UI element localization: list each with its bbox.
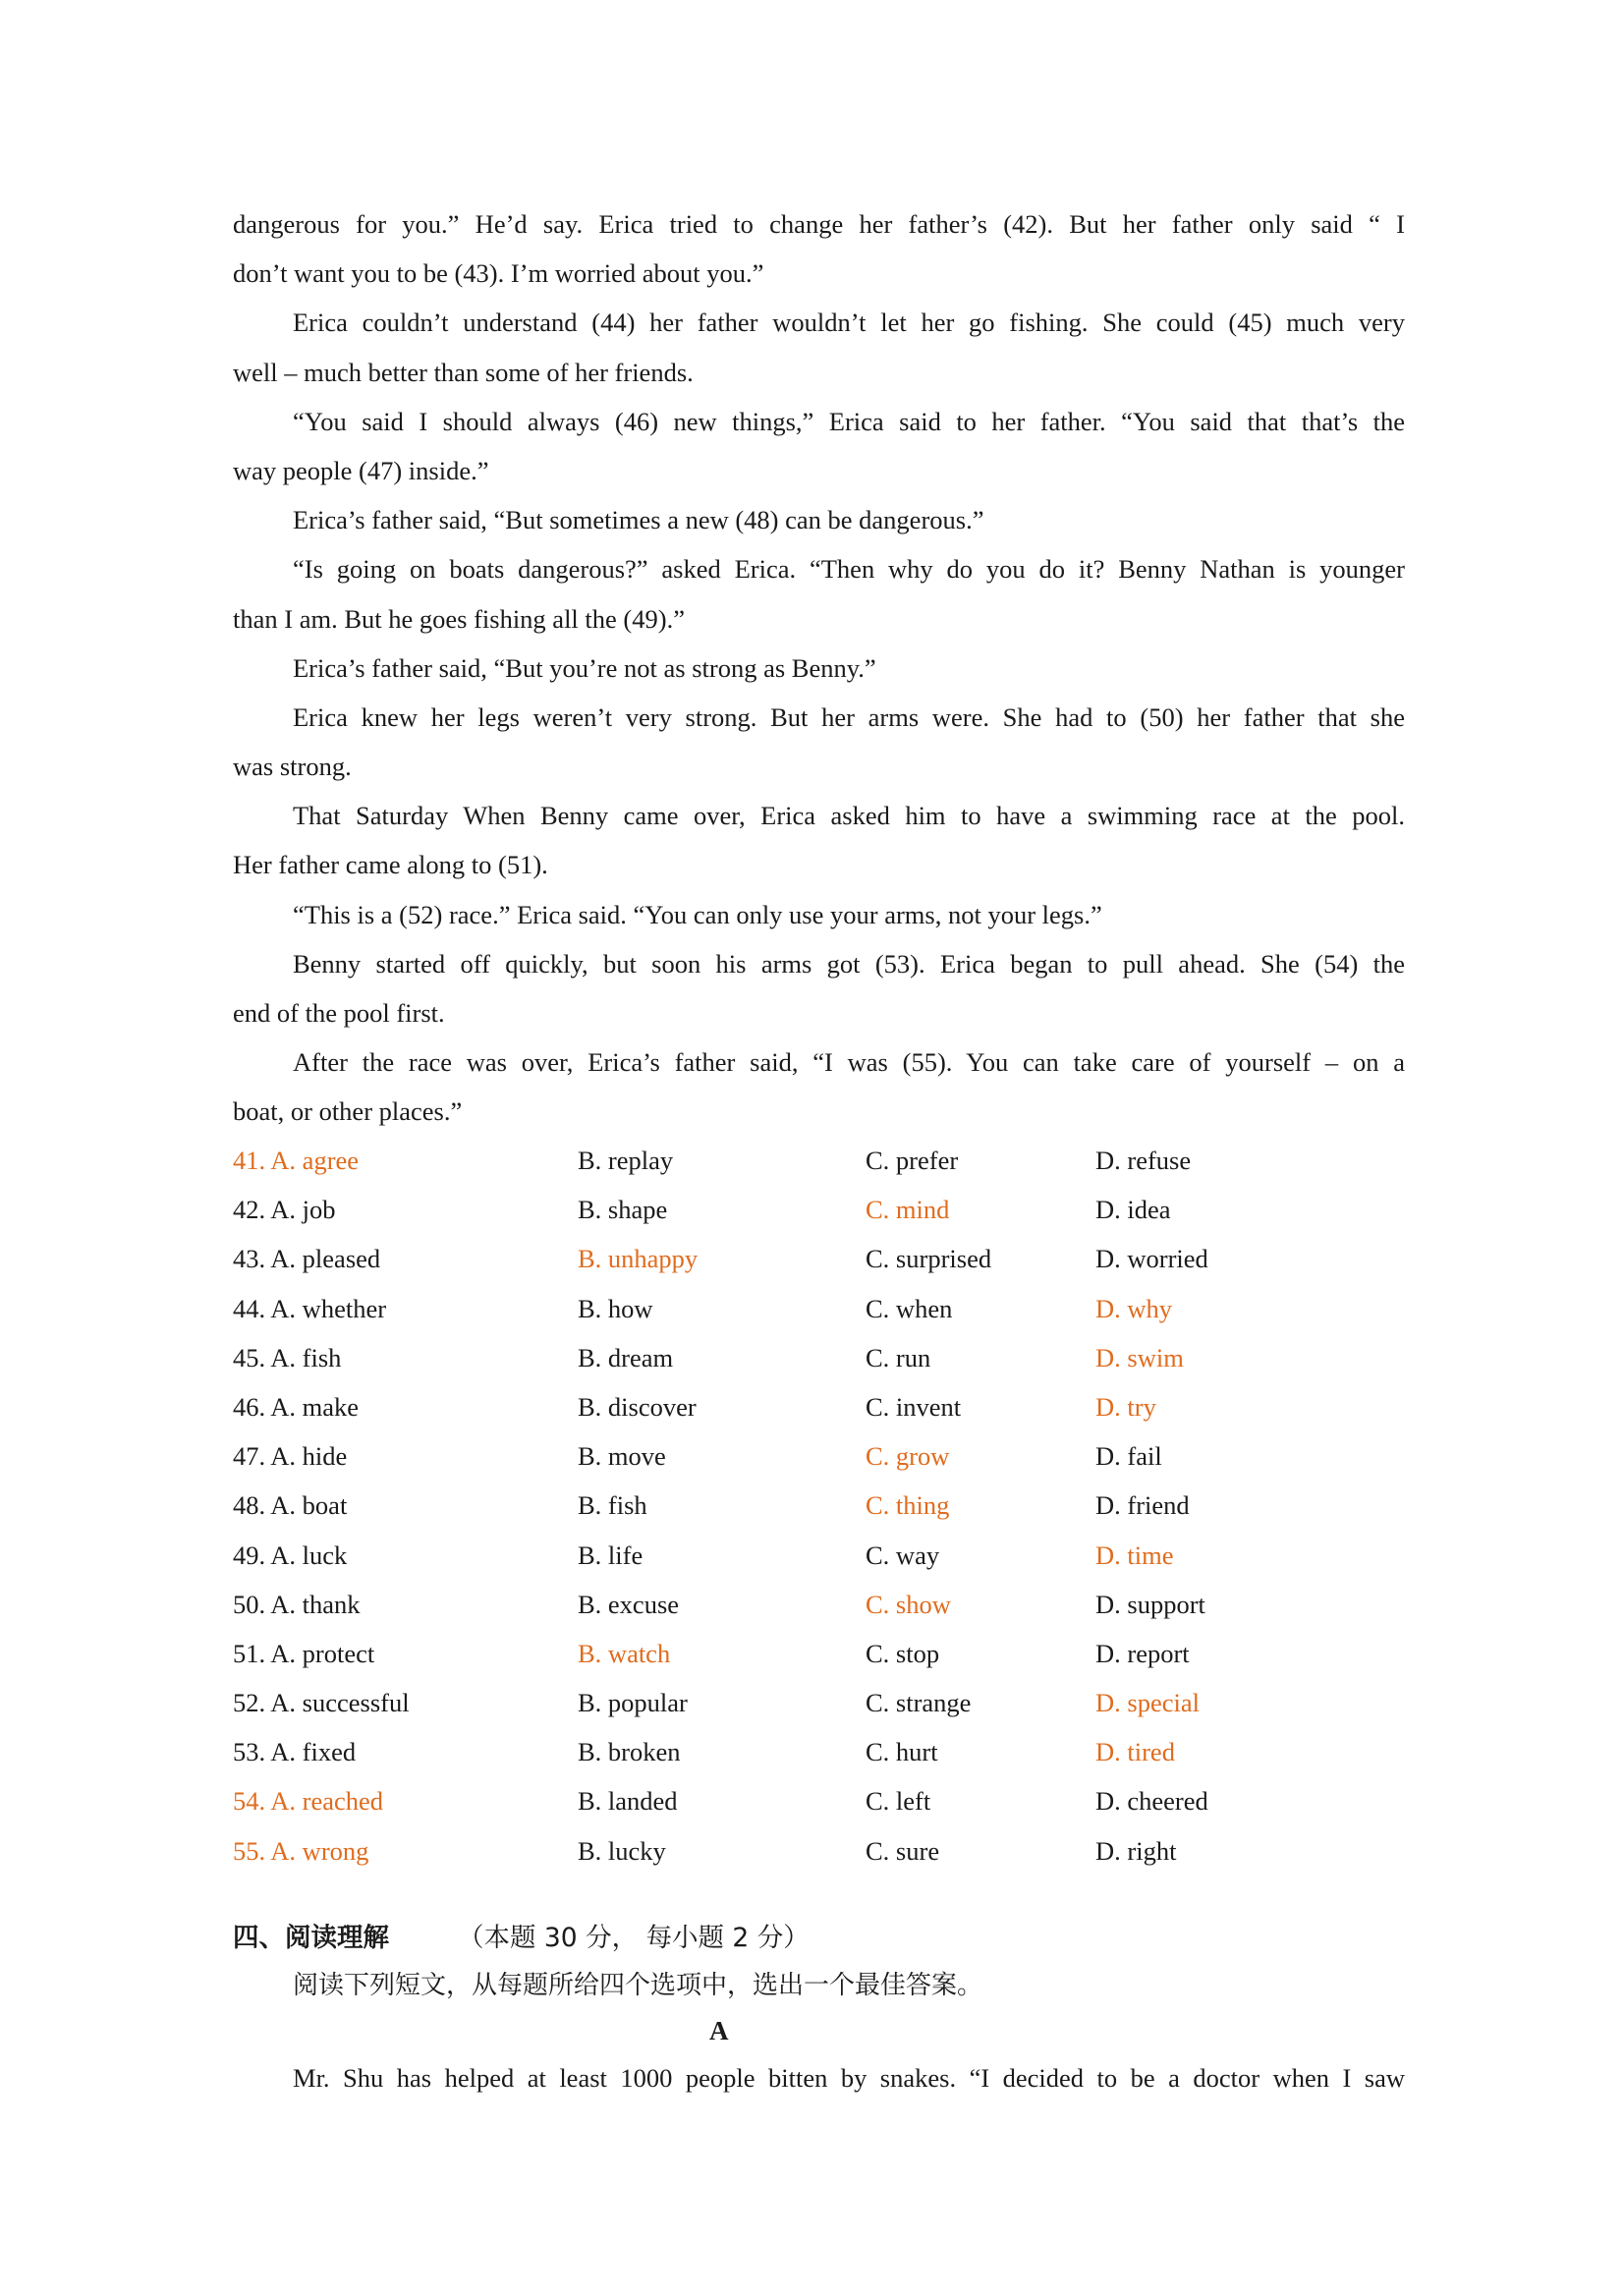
question-row	[233, 1431, 1405, 1481]
option-cell-a	[233, 1431, 347, 1481]
option-cell-a	[233, 1481, 347, 1530]
option-c: C. sure	[866, 1835, 940, 1866]
passage-letter: A	[709, 2016, 729, 2045]
question-number: 47.	[233, 1441, 266, 1472]
option-b: B. excuse	[578, 1589, 680, 1619]
option-d: D. time	[1095, 1540, 1174, 1570]
option-c: C. mind	[866, 1195, 950, 1225]
option-c: C. prefer	[866, 1146, 959, 1175]
question-row	[233, 1185, 1405, 1234]
option-d: D. cheered	[1095, 1786, 1208, 1817]
passage-line: After the race was over, Erica’s father said, “I was (55). You can take care of yourself – on a	[293, 1047, 1405, 1078]
passage-line: Erica’s father said, “But you’re not as strong as Benny.”	[293, 652, 876, 683]
option-c: C. when	[866, 1293, 953, 1323]
question-row	[233, 1382, 1405, 1431]
question-number: 52.	[233, 1688, 266, 1718]
option-b: B. fish	[578, 1490, 647, 1521]
option-d: D. report	[1095, 1638, 1190, 1668]
question-row	[233, 1678, 1405, 1727]
option-b: B. replay	[578, 1146, 674, 1175]
option-cell-a	[233, 1678, 410, 1727]
option-b: B. landed	[578, 1786, 678, 1817]
option-c: C. way	[866, 1540, 940, 1570]
question-number: 54.	[233, 1786, 266, 1817]
option-a: A. fixed	[270, 1737, 357, 1767]
question-row	[233, 1580, 1405, 1629]
option-b: B. broken	[578, 1737, 681, 1767]
question-number: 51.	[233, 1638, 266, 1668]
answer-options-table	[233, 1136, 1405, 1876]
passage-line: “Is going on boats dangerous?” asked Erica. “Then why do you do it? Benny Nathan is younger	[293, 554, 1405, 585]
option-cell-a	[233, 1382, 359, 1431]
option-d: D. worried	[1095, 1244, 1208, 1274]
question-row	[233, 1481, 1405, 1530]
option-b: B. popular	[578, 1688, 688, 1718]
option-a: A. hide	[270, 1441, 348, 1472]
option-d: D. special	[1095, 1688, 1200, 1718]
option-cell-a	[233, 1727, 356, 1776]
option-cell-a	[233, 1629, 374, 1678]
question-number: 53.	[233, 1737, 266, 1767]
question-row	[233, 1234, 1405, 1283]
question-row	[233, 1284, 1405, 1333]
passage-line: “You said I should always (46) new things,” Erica said to her father. “You said that that’s the	[293, 406, 1405, 436]
option-d: D. try	[1095, 1391, 1156, 1422]
passage-line: Her father came along to (51).	[233, 850, 548, 880]
option-c: C. run	[866, 1342, 931, 1372]
option-b: B. shape	[578, 1195, 668, 1225]
option-d: D. tired	[1095, 1737, 1175, 1767]
question-number: 45.	[233, 1342, 266, 1372]
option-cell-a	[233, 1284, 386, 1333]
question-row	[233, 1629, 1405, 1678]
passage-line: well – much better than some of her friends.	[233, 357, 694, 387]
option-d: D. why	[1095, 1293, 1173, 1323]
option-d: D. fail	[1095, 1441, 1162, 1472]
passage-line: Benny started off quickly, but soon his arms got (53). Erica began to pull ahead. She (54) the	[293, 948, 1405, 979]
option-d: D. idea	[1095, 1195, 1171, 1225]
option-c: C. left	[866, 1786, 931, 1817]
passage-line: dangerous for you.” He’d say. Erica tried to change her father’s (42). But her father only said “ I	[233, 209, 1405, 239]
option-b: B. dream	[578, 1342, 674, 1372]
option-cell-a	[233, 1776, 383, 1825]
option-a: A. successful	[270, 1688, 410, 1718]
option-b: B. move	[578, 1441, 666, 1472]
option-c: C. hurt	[866, 1737, 938, 1767]
question-number: 42.	[233, 1195, 266, 1225]
passage-line: Erica’s father said, “But sometimes a new (48) can be dangerous.”	[293, 505, 984, 535]
question-number: 55.	[233, 1835, 266, 1866]
option-a: A. protect	[270, 1638, 375, 1668]
option-a: A. pleased	[270, 1244, 381, 1274]
passage-line: end of the pool first.	[233, 998, 445, 1028]
option-b: B. watch	[578, 1638, 671, 1668]
option-a: A. fish	[270, 1342, 342, 1372]
option-a: A. make	[270, 1391, 360, 1422]
section-score: （本题 30 分， 每小题 2 分）	[458, 1923, 810, 1953]
option-c: C. strange	[866, 1688, 972, 1718]
option-a: A. whether	[270, 1293, 387, 1323]
question-number: 48.	[233, 1490, 266, 1521]
passage-line: was strong.	[233, 752, 352, 782]
reading-section-header	[233, 1916, 810, 1954]
passage-line: “This is a (52) race.” Erica said. “You can only use your arms, not your legs.”	[293, 899, 1102, 929]
option-a: A. thank	[270, 1589, 361, 1619]
question-row	[233, 1826, 1405, 1876]
passage-line: That Saturday When Benny came over, Erica asked him to have a swimming race at the pool.	[293, 801, 1405, 831]
option-c: C. grow	[866, 1441, 950, 1472]
passage-line: way people (47) inside.”	[233, 455, 489, 485]
option-b: B. lucky	[578, 1835, 666, 1866]
option-c: C. thing	[866, 1490, 950, 1521]
option-cell-a	[233, 1136, 359, 1185]
option-cell-a	[233, 1185, 336, 1234]
option-a: A. luck	[270, 1540, 348, 1570]
question-row	[233, 1136, 1405, 1185]
question-row	[233, 1776, 1405, 1825]
option-b: B. life	[578, 1540, 644, 1570]
passage-line: don’t want you to be (43). I’m worried about you.”	[233, 258, 764, 289]
option-c: C. show	[866, 1589, 951, 1619]
option-c: C. stop	[866, 1638, 940, 1668]
section-title: 四、阅读理解	[233, 1923, 389, 1953]
option-d: D. swim	[1095, 1342, 1184, 1372]
section-instruction: 阅读下列短文，从每题所给四个选项中，选出一个最佳答案。	[293, 1971, 983, 2000]
question-row	[233, 1333, 1405, 1382]
option-a: A. agree	[270, 1146, 360, 1175]
option-cell-a	[233, 1826, 368, 1876]
option-a: A. boat	[270, 1490, 348, 1521]
question-number: 49.	[233, 1540, 266, 1570]
question-row	[233, 1727, 1405, 1776]
option-b: B. unhappy	[578, 1244, 699, 1274]
question-row	[233, 1531, 1405, 1580]
option-d: D. friend	[1095, 1490, 1190, 1521]
option-b: B. discover	[578, 1391, 697, 1422]
option-cell-a	[233, 1580, 361, 1629]
passage-line: Erica couldn’t understand (44) her father wouldn’t let her go fishing. She could (45) much very	[293, 308, 1405, 338]
option-d: D. support	[1095, 1589, 1205, 1619]
option-b: B. how	[578, 1293, 653, 1323]
option-d: D. right	[1095, 1835, 1177, 1866]
option-a: A. wrong	[270, 1835, 369, 1866]
question-number: 43.	[233, 1244, 266, 1274]
option-d: D. refuse	[1095, 1146, 1192, 1175]
option-cell-a	[233, 1234, 380, 1283]
cloze-passage	[233, 199, 1405, 1137]
passage-a-first-line: Mr. Shu has helped at least 1000 people bitten by snakes. “I decided to be a doctor when I saw	[293, 2063, 1405, 2093]
option-a: A. reached	[270, 1786, 384, 1817]
option-c: C. surprised	[866, 1244, 992, 1274]
question-number: 46.	[233, 1391, 266, 1422]
passage-line: than I am. But he goes fishing all the (49).”	[233, 603, 685, 634]
option-a: A. job	[270, 1195, 336, 1225]
passage-line: boat, or other places.”	[233, 1096, 463, 1127]
option-c: C. invent	[866, 1391, 962, 1422]
question-number: 44.	[233, 1293, 266, 1323]
question-number: 41.	[233, 1146, 266, 1175]
passage-line: Erica knew her legs weren’t very strong. But her arms were. She had to (50) her father that she	[293, 701, 1405, 732]
option-cell-a	[233, 1333, 341, 1382]
question-number: 50.	[233, 1589, 266, 1619]
option-cell-a	[233, 1531, 347, 1580]
